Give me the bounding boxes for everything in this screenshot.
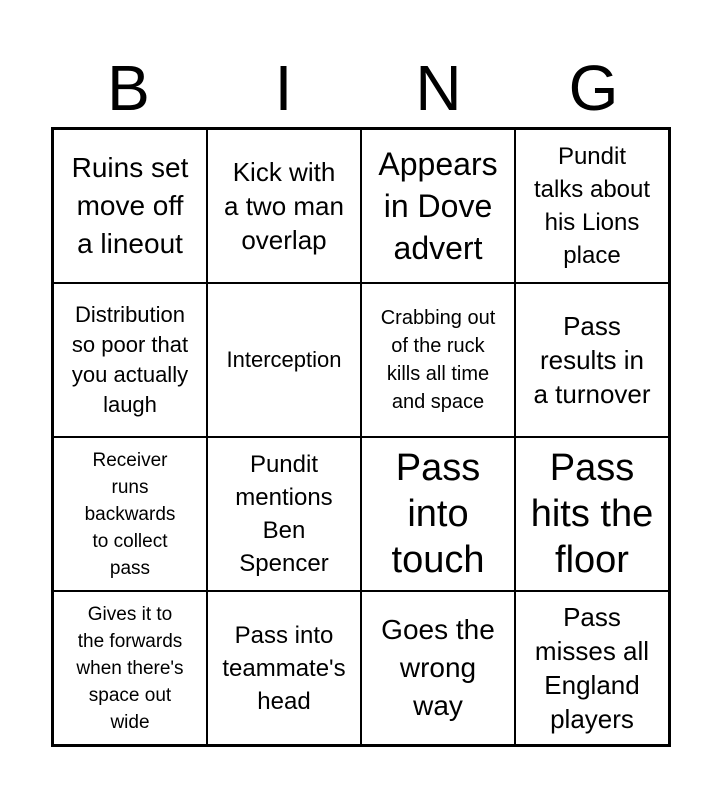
bingo-cell-r3c2[interactable] bbox=[207, 437, 361, 591]
bingo-cell-r4c2[interactable] bbox=[207, 591, 361, 745]
bingo-cell-r4c3[interactable] bbox=[361, 591, 515, 745]
cell-text: Appears in Dove advert bbox=[378, 146, 498, 266]
bingo-cell-r2c1[interactable] bbox=[53, 283, 207, 437]
bingo-cell-r4c4[interactable] bbox=[515, 591, 669, 745]
bingo-cell-r1c1[interactable] bbox=[53, 129, 207, 283]
header-letter-n: N bbox=[415, 52, 462, 124]
cell-text: Receiver runs backwards to collect pass bbox=[84, 449, 176, 579]
header-letter-b: B bbox=[107, 52, 150, 124]
header-letter-i: I bbox=[274, 52, 293, 124]
cell-text: Crabbing out of the ruck kills all time and space bbox=[380, 307, 496, 413]
cell-text: Pass hits the floor bbox=[530, 447, 654, 581]
cell-text: Gives it to the forwards when there's space out wide bbox=[76, 603, 184, 733]
bingo-cell-r2c2[interactable] bbox=[207, 283, 361, 437]
cell-text: Kick with a two man overlap bbox=[224, 157, 344, 255]
bingo-cell-r2c3[interactable] bbox=[361, 283, 515, 437]
bingo-cell-r2c4[interactable] bbox=[515, 283, 669, 437]
cell-text: Distribution so poor that you actually laugh bbox=[71, 302, 189, 417]
bingo-cell-r4c1[interactable] bbox=[53, 591, 207, 745]
bingo-cell-r3c3[interactable] bbox=[361, 437, 515, 591]
bingo-cell-r3c4[interactable] bbox=[515, 437, 669, 591]
header-letter-g: G bbox=[568, 52, 619, 124]
cell-text: Pundit talks about his Lions place bbox=[533, 143, 651, 269]
bingo-cell-r1c2[interactable] bbox=[207, 129, 361, 283]
cell-text: Interception bbox=[226, 347, 342, 372]
cell-text: Pass misses all England players bbox=[534, 602, 650, 734]
bingo-grid bbox=[51, 127, 671, 747]
bingo-cell-r3c1[interactable] bbox=[53, 437, 207, 591]
cell-text: Ruins set move off a lineout bbox=[71, 152, 189, 259]
cell-text: Goes the wrong way bbox=[381, 614, 495, 721]
bingo-header bbox=[51, 48, 671, 128]
cell-text: Pass into teammate's head bbox=[222, 621, 346, 715]
cell-text: Pass results in a turnover bbox=[533, 311, 651, 409]
bingo-cell-r1c3[interactable] bbox=[361, 129, 515, 283]
cell-text: Pass into touch bbox=[391, 447, 485, 581]
cell-text: Pundit mentions Ben Spencer bbox=[235, 451, 333, 577]
bingo-cell-r1c4[interactable] bbox=[515, 129, 669, 283]
